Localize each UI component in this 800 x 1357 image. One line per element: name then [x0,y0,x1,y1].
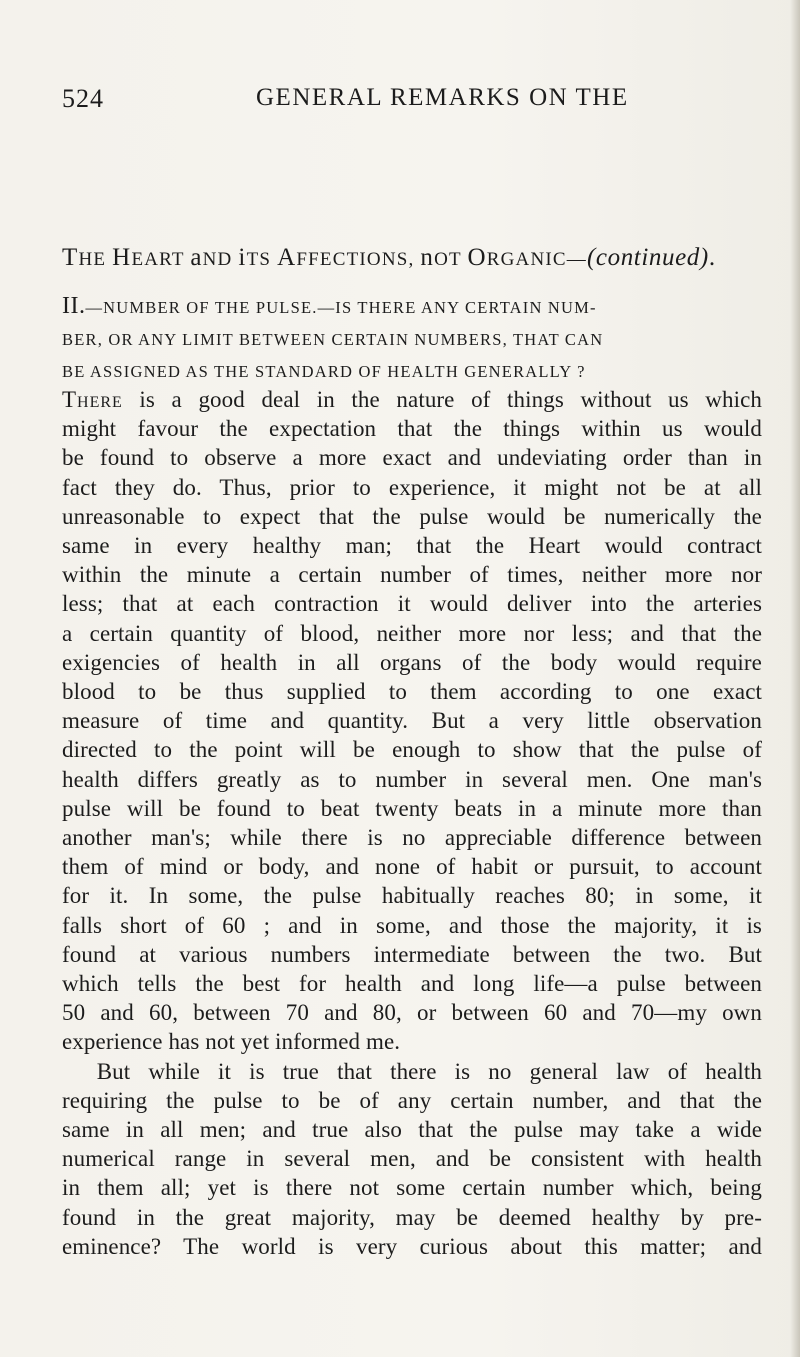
running-head [62,84,762,120]
text-line: blood to be thus supplied to them according to one exact [62,679,762,705]
opening-word: There [62,387,123,412]
text-line: health differs greatly as to number in several men. One man's [62,766,762,792]
text-line: directed to the point will be enough to show that the pulse of [62,737,762,763]
text-line: another man's; while there is no appreciable difference between [62,825,762,851]
body-text [62,385,762,1261]
section-heading-continued: (continued) [586,244,709,271]
text-line: be found to observe a more exact and undeviating order than in [62,445,762,471]
text-line: them of mind or body, and none of habit or pursuit, to account [62,854,762,880]
text-line: 50 and 60, between 70 and 80, or between 60 and 70—my own [62,1000,762,1026]
section-heading-period: . [708,244,716,271]
text-line: measure of time and quantity. But a very little observation [62,708,762,734]
text-line: same in all men; and true also that the pulse may take a wide [62,1117,762,1143]
question-line: BER, OR ANY LIMIT BETWEEN CERTAIN NUMBERS, THAT CAN [62,330,604,349]
text-line: But while it is true that there is no general law of health [62,1058,762,1084]
text-line: which tells the best for health and long life—a pulse between [62,971,762,997]
question-line: —NUMBER OF THE PULSE.—IS THERE ANY CERTAIN NUM- [85,298,597,317]
question-heading [62,290,762,388]
page-edge-shadow [790,0,800,1357]
text-line: numerical range in several men, and be consistent with health [62,1146,762,1172]
text-line: pulse will be found to beat twenty beats in a minute more than [62,795,762,821]
text-line: same in every healthy man; that the Heart would contract [62,533,762,559]
text-line: a certain quantity of blood, neither more nor less; and that the [62,620,762,646]
text-line: falls short of 60 ; and in some, and those the majority, it is [62,912,762,938]
running-title: GENERAL REMARKS ON THE [256,84,629,111]
section-heading [62,244,762,272]
text-line: unreasonable to expect that the pulse would be numerically the [62,503,762,529]
text-line: requiring the pulse to be of any certain number, and that the [62,1087,762,1113]
section-heading-text: THE HEART aND iTS AFFECTIONS, nOT ORGANIC— [62,244,587,271]
text-line: found in the great majority, may be deemed healthy by pre- [62,1204,762,1230]
text-line: for it. In some, the pulse habitually reaches 80; in some, it [62,883,762,909]
text-line: exigencies of health in all organs of the body would require [62,649,762,675]
text-line: in them all; yet is there not some certain number which, being [62,1175,762,1201]
text-line: found at various numbers intermediate between the two. But [62,941,762,967]
question-numeral: II. [62,293,86,319]
question-line: BE ASSIGNED AS THE STANDARD OF HEALTH GENERALLY ? [62,362,586,381]
text-line: fact they do. Thus, prior to experience, it might not be at all [62,474,762,500]
text-line: might favour the expectation that the things within us would [62,416,762,442]
page-number: 524 [62,84,104,113]
text-line: There is a good deal in the nature of things without us which [62,387,762,412]
text-line: eminence? The world is very curious about this matter; and [62,1233,762,1259]
text-line: experience has not yet informed me. [62,1029,401,1055]
text-line: less; that at each contraction it would deliver into the arteries [62,591,762,617]
text-line: within the minute a certain number of times, neither more nor [62,562,762,588]
